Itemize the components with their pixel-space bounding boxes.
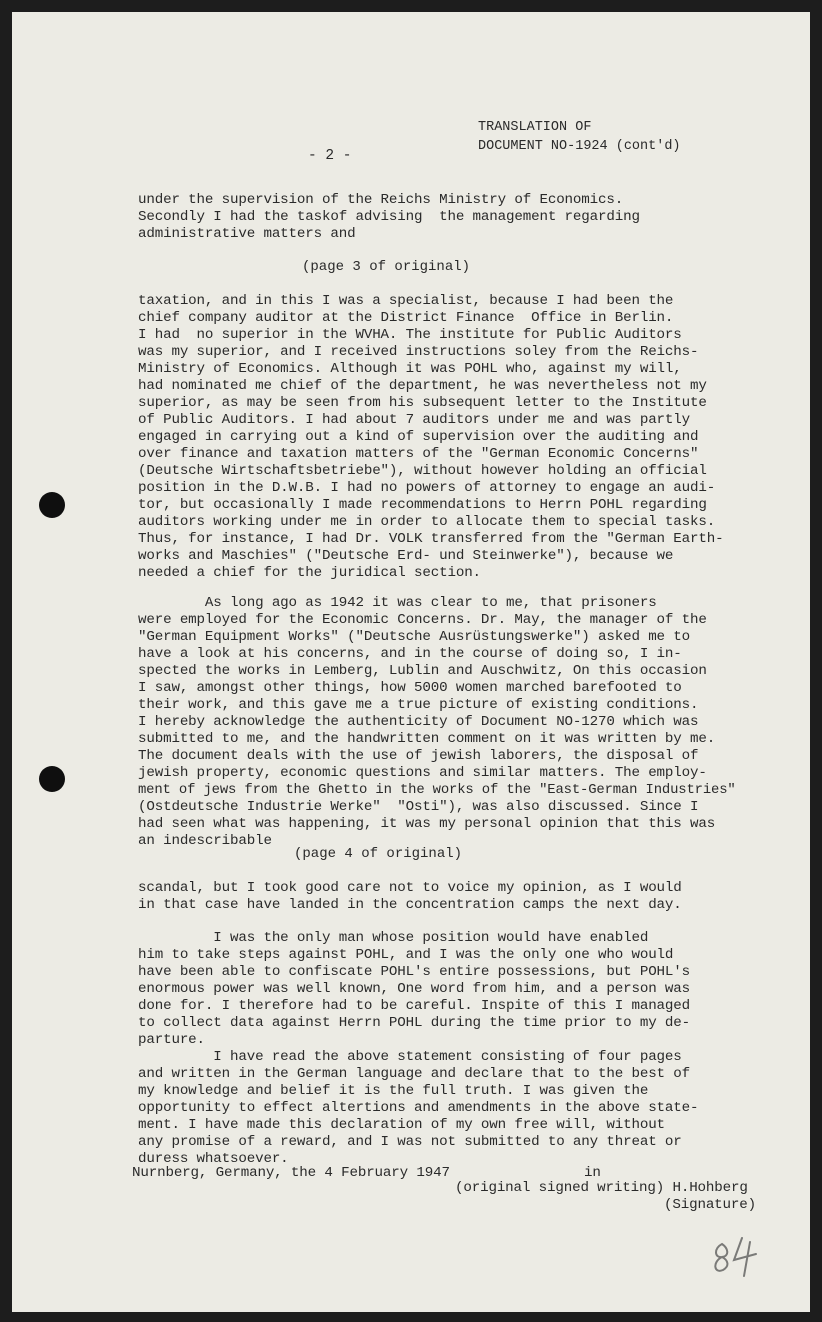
text-line: auditors working under me in order to allocate them to special tasks.: [138, 514, 716, 530]
text-line: had seen what was happening, it was my personal opinion that this was: [138, 816, 716, 832]
document-page: [12, 12, 810, 1312]
translation-title-line1: TRANSLATION OF: [478, 120, 592, 135]
text-line: (Ostdeutsche Industrie Werke" "Osti"), was also discussed. Since I: [138, 799, 699, 815]
text-line: spected the works in Lemberg, Lublin and Auschwitz, On this occasion: [138, 663, 707, 679]
text-line: of Public Auditors. I had about 7 auditors under me and was partly: [138, 412, 691, 428]
text-line: (Deutsche Wirtschaftsbetriebe"), without however holding an official: [138, 463, 707, 479]
text-line: my knowledge and belief it is the full truth. I was given the: [138, 1083, 649, 1099]
text-line: jewish property, economic questions and similar matters. The employ-: [138, 765, 707, 781]
text-line: their work, and this gave me a true picture of existing conditions.: [138, 697, 699, 713]
original-signature-line: (original signed writing) H.Hohberg: [455, 1180, 748, 1196]
text-line: enormous power was well known, One word from him, and a person was: [138, 981, 691, 997]
text-line: have been able to confiscate POHL's entire possessions, but POHL's: [138, 964, 691, 980]
text-line: and written in the German language and declare that to the best of: [138, 1066, 691, 1082]
text-line: ment of jews from the Ghetto in the works of the "East-German Industries": [138, 782, 736, 798]
text-line: in that case have landed in the concentration camps the next day.: [138, 897, 682, 913]
text-line: any promise of a reward, and I was not submitted to any threat or: [138, 1134, 682, 1150]
text-line: to collect data against Herrn POHL during the time prior to my de-: [138, 1015, 691, 1031]
text-line: an indescribable: [138, 833, 272, 849]
text-line: tor, but occasionally I made recommendations to Herrn POHL regarding: [138, 497, 707, 513]
text-line: done for. I therefore had to be careful. Inspite of this I managed: [138, 998, 691, 1014]
text-line: ment. I have made this declaration of my own free will, without: [138, 1117, 665, 1133]
text-line: As long ago as 1942 it was clear to me, that prisoners: [138, 595, 657, 611]
text-line: The document deals with the use of jewish laborers, the disposal of: [138, 748, 699, 764]
text-line: Secondly I had the taskof advising the management regarding: [138, 209, 640, 225]
text-line: I was the only man whose position would have enabled: [138, 930, 649, 946]
text-line: position in the D.W.B. I had no powers of attorney to engage an audi-: [138, 480, 716, 496]
signature-in-word: in: [584, 1165, 601, 1181]
text-line: had nominated me chief of the department, he was nevertheless not my: [138, 378, 707, 394]
text-line: needed a chief for the juridical section.: [138, 565, 481, 581]
text-line: him to take steps against POHL, and I was the only one who would: [138, 947, 674, 963]
text-line: was my superior, and I received instructions soley from the Reichs-: [138, 344, 699, 360]
text-line: works and Maschies" ("Deutsche Erd- und Steinwerke"), because we: [138, 548, 674, 564]
place-and-date: Nurnberg, Germany, the 4 February 1947: [132, 1165, 450, 1181]
text-line: over finance and taxation matters of the "German Economic Concerns": [138, 446, 699, 462]
text-line: superior, as may be seen from his subsequent letter to the Institute: [138, 395, 707, 411]
text-line: under the supervision of the Reichs Ministry of Economics.: [138, 192, 624, 208]
text-line: I saw, amongst other things, how 5000 women marched barefooted to: [138, 680, 682, 696]
text-line: Ministry of Economics. Although it was POHL who, against my will,: [138, 361, 682, 377]
signature-label: (Signature): [664, 1197, 757, 1213]
text-line: opportunity to effect altertions and amendments in the above state-: [138, 1100, 699, 1116]
page-number: - 2 -: [308, 148, 352, 164]
text-line: "German Equipment Works" ("Deutsche Ausrüstungswerke") asked me to: [138, 629, 691, 645]
translation-title-line2: DOCUMENT NO-1924 (cont'd): [478, 139, 681, 154]
text-line: duress whatsoever.: [138, 1151, 289, 1167]
text-line: I have read the above statement consisting of four pages: [138, 1049, 682, 1065]
text-line: taxation, and in this I was a specialist, because I had been the: [138, 293, 674, 309]
text-line: submitted to me, and the handwritten comment on it was written by me.: [138, 731, 716, 747]
text-line: I had no superior in the WVHA. The institute for Public Auditors: [138, 327, 682, 343]
text-line: parture.: [138, 1032, 205, 1048]
text-line: Thus, for instance, I had Dr. VOLK transferred from the "German Earth-: [138, 531, 724, 547]
punch-hole-bottom: [39, 766, 65, 792]
text-line: administrative matters and: [138, 226, 356, 242]
text-line: scandal, but I took good care not to voice my opinion, as I would: [138, 880, 682, 896]
text-line: were employed for the Economic Concerns. Dr. May, the manager of the: [138, 612, 707, 628]
text-line: engaged in carrying out a kind of supervision over the auditing and: [138, 429, 699, 445]
page-note-4: (page 4 of original): [294, 846, 463, 862]
page-note-3: (page 3 of original): [302, 259, 471, 275]
text-line: I hereby acknowledge the authenticity of Document NO-1270 which was: [138, 714, 699, 730]
text-line: chief company auditor at the District Finance Office in Berlin.: [138, 310, 674, 326]
text-line: have a look at his concerns, and in the course of doing so, I in-: [138, 646, 682, 662]
punch-hole-top: [39, 492, 65, 518]
handwritten-page-mark: [708, 1230, 768, 1280]
